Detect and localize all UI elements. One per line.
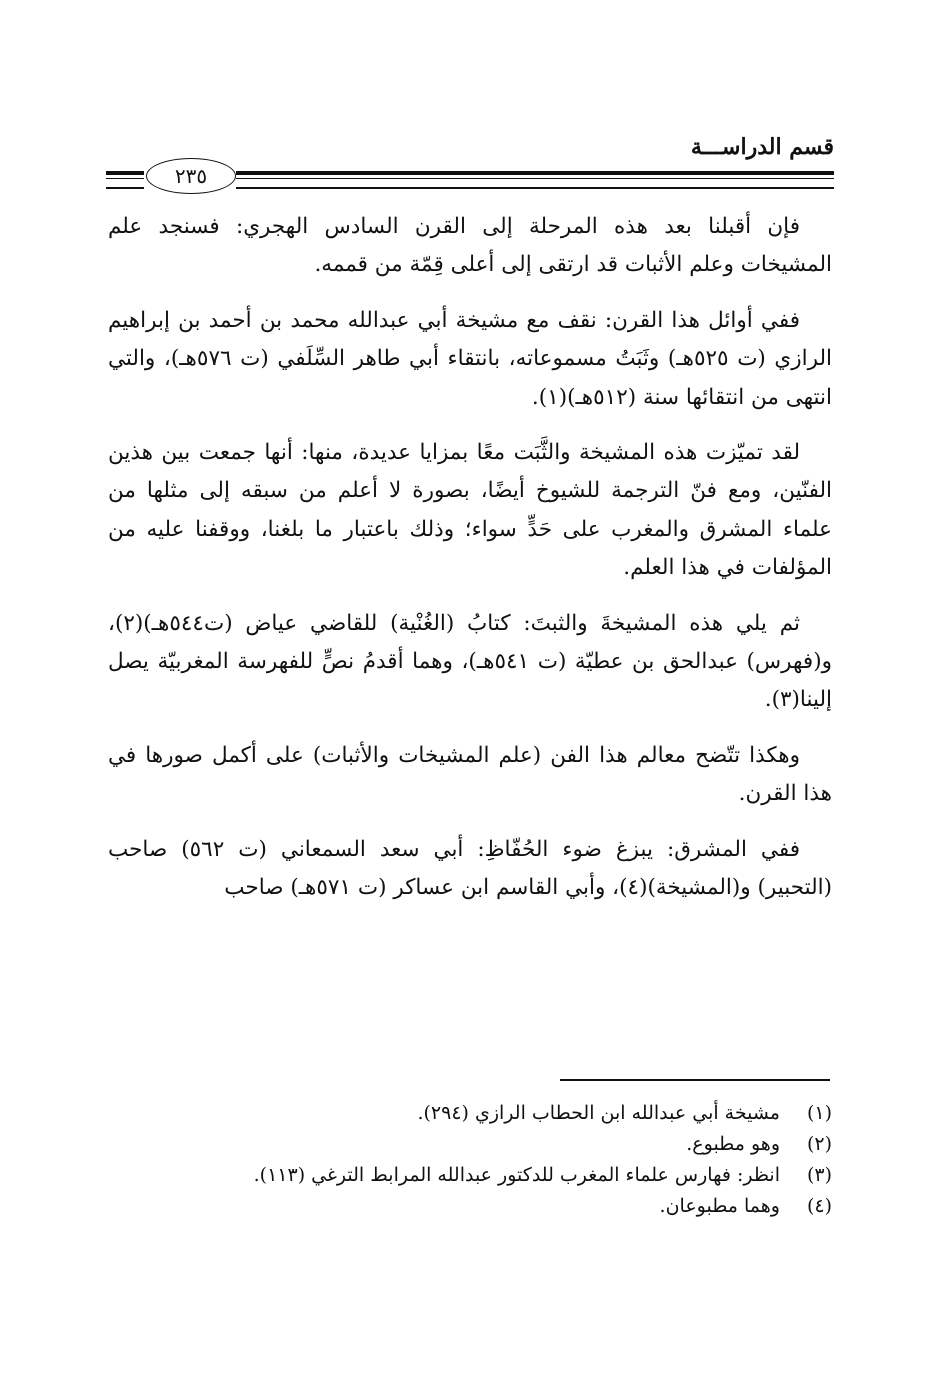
- header-rule: [236, 171, 834, 189]
- footnote: [200, 1129, 832, 1160]
- paragraph: ثم يلي هذه المشيخةَ والثبتَ: كتابُ (الغُنْية) للقاضي عياض (ت٥٤٤هـ)(٢)، و(فهرس) عبدالحق بن عطيّة (ت ٥٤١هـ)، وهما أقدمُ نصٍّ للفهرسة المغربيّة يصل إلينا(٣).: [108, 610, 832, 713]
- paragraph: لقد تميّزت هذه المشيخة والثَّبَت معًا بمزايا عديدة، منها: أنها جمعت بين هذين الفنّين، ومع فنّ الترجمة للشيوخ أيضًا، بصورة لا أعلم من سبقه إلى مثلها من علماء المشرق والمغرب على حَدٍّ سواء؛ وذلك باعتبار ما بلغنا، ووقفنا عليه من المؤلفات في هذا العلم.: [108, 440, 832, 581]
- footnote-text: مشيخة أبي عبدالله ابن الحطاب الرازي (٢٩٤).: [417, 1102, 780, 1124]
- paragraph: وهكذا تتّضح معالم هذا الفن (علم المشيخات والأثبات) على أكمل صورها في هذا القرن.: [108, 742, 832, 807]
- body-text: [108, 208, 832, 925]
- footnotes: [200, 1098, 832, 1222]
- footnote-text: وهما مطبوعان.: [659, 1195, 780, 1217]
- page-header: [106, 128, 834, 190]
- footnote-number: (٤): [806, 1195, 832, 1217]
- footnote: [200, 1160, 832, 1191]
- paragraph: ففي المشرق: يبزغ ضوء الحُفّاظِ: أبي سعد السمعاني (ت ٥٦٢) صاحب (التحبير) و(المشيخة)(٤)، وأبي القاسم ابن عساكر (ت ٥٧١هـ) صاحب: [108, 836, 832, 901]
- header-rule-short: [106, 171, 144, 189]
- footnote-number: (٣): [806, 1164, 832, 1186]
- footnote: [200, 1098, 832, 1129]
- footnote-text: وهو مطبوع.: [686, 1133, 780, 1155]
- footnote: [200, 1191, 832, 1222]
- paragraph: فإن أقبلنا بعد هذه المرحلة إلى القرن السادس الهجري: فسنجد علم المشيخات وعلم الأثبات قد ارتقى إلى أعلى قِمّة من قممه.: [108, 214, 832, 278]
- section-title: قسم الدراســـة: [690, 134, 834, 160]
- page-number: ٢٣٥: [146, 158, 236, 194]
- footnote-number: (٢): [806, 1133, 832, 1155]
- footnote-text: انظر: فهارس علماء المغرب للدكتور عبدالله المرابط الترغي (١١٣).: [253, 1164, 780, 1186]
- footnote-divider: [560, 1079, 830, 1081]
- footnote-number: (١): [806, 1102, 832, 1124]
- paragraph: ففي أوائل هذا القرن: نقف مع مشيخة أبي عبدالله محمد بن أحمد بن إبراهيم الرازي (ت ٥٢٥هـ) وثَبَتُ مسموعاته، بانتقاء أبي طاهر السِّلَفي (ت ٥٧٦هـ)، والتي انتهى من انتقائها سنة (٥١٢هـ)(١).: [108, 307, 832, 410]
